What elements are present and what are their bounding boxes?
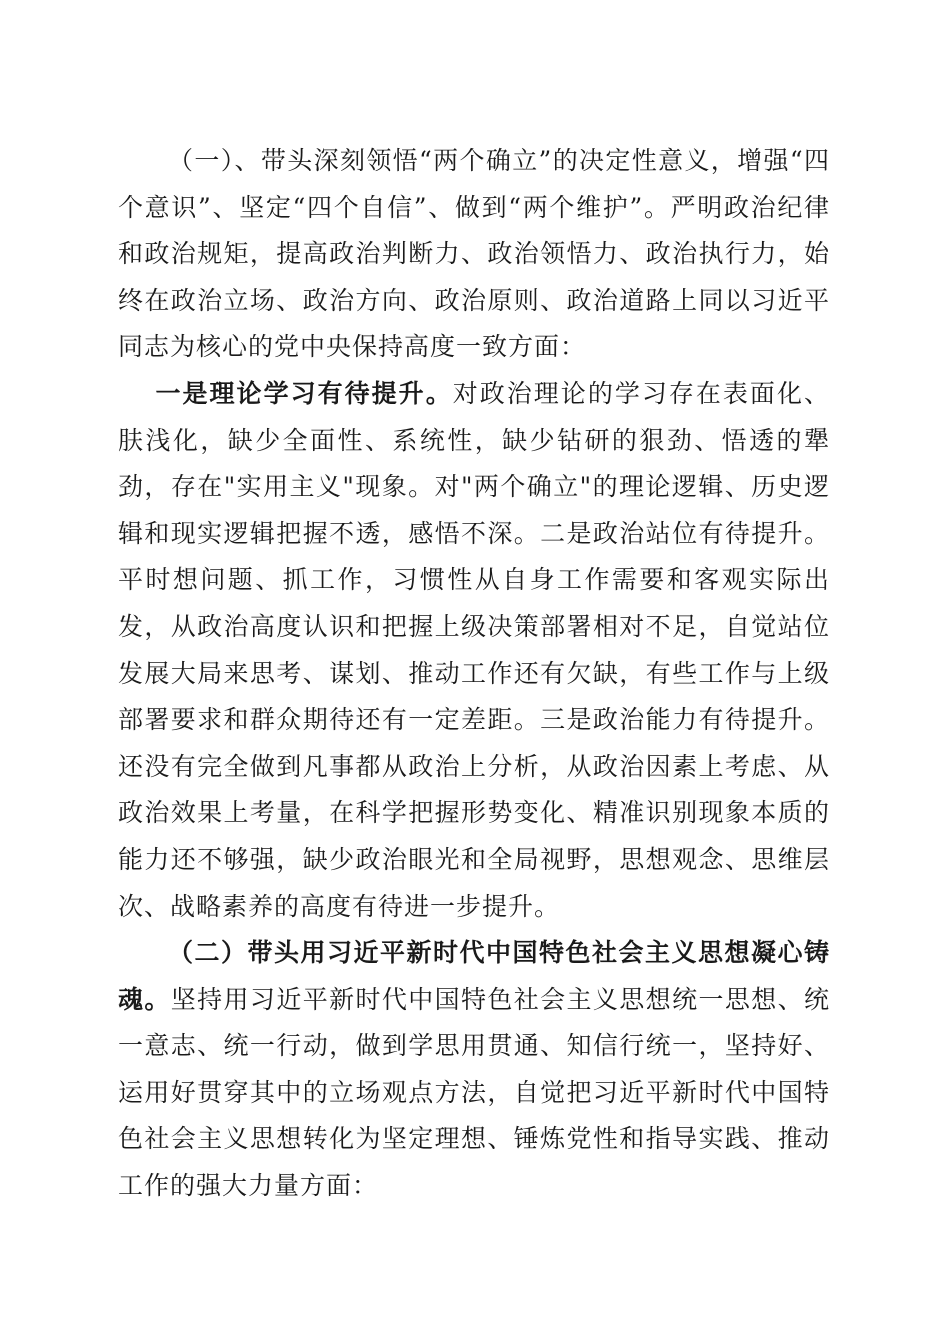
section-1-lead-text: 一是理论学习有待提升。 xyxy=(155,378,453,408)
section-2-paragraph xyxy=(118,930,830,1210)
section-2-heading-text: （二）带头用习近平新时代中国特色社会主义思想凝心铸魂。 xyxy=(118,938,830,1014)
section-1-body-paragraph xyxy=(118,371,830,930)
section-2-body-text: 坚持用习近平新时代中国特色社会主义思想统一思想、统一意志、统一行动，做到学思用贯通、知信行统一，坚持好、运用好贯穿其中的立场观点方法，自觉把习近平新时代中国特色社会主义思想转化为坚定理想、锤炼党性和指导实践、推动工作的强大力量方面： xyxy=(118,984,830,1201)
section-1-heading-text: （一）、带头深刻领悟“两个确立”的决定性意义，增强“四个意识”、坚定“四个自信”、做到“两个维护”。严明政治纪律和政治规矩，提高政治判断力、政治领悟力、政治执行力，始终在政治立场、政治方向、政治原则、政治道路上同以习近平同志为核心的党中央保持高度一致方面： xyxy=(118,146,830,362)
section-1-heading-paragraph xyxy=(118,138,830,371)
section-1-body-text: 对政治理论的学习存在表面化、肤浅化，缺少全面性、系统性，缺少钻研的狠劲、悟透的犟劲，存在"实用主义"现象。对"两个确立"的理论逻辑、历史逻辑和现实逻辑把握不透，感悟不深。二是政治站位有待提升。平时想问题、抓工作，习惯性从自身工作需要和客观实际出发，从政治高度认识和把握上级决策部署相对不足，自觉站位发展大局来思考、谋划、推动工作还有欠缺，有些工作与上级部署要求和群众期待还有一定差距。三是政治能力有待提升。还没有完全做到凡事都从政治上分析，从政治因素上考虑、从政治效果上考量，在科学把握形势变化、精准识别现象本质的能力还不够强，缺少政治眼光和全局视野，思想观念、思维层次、战略素养的高度有待进一步提升。 xyxy=(118,378,830,921)
document-body xyxy=(118,138,830,1210)
